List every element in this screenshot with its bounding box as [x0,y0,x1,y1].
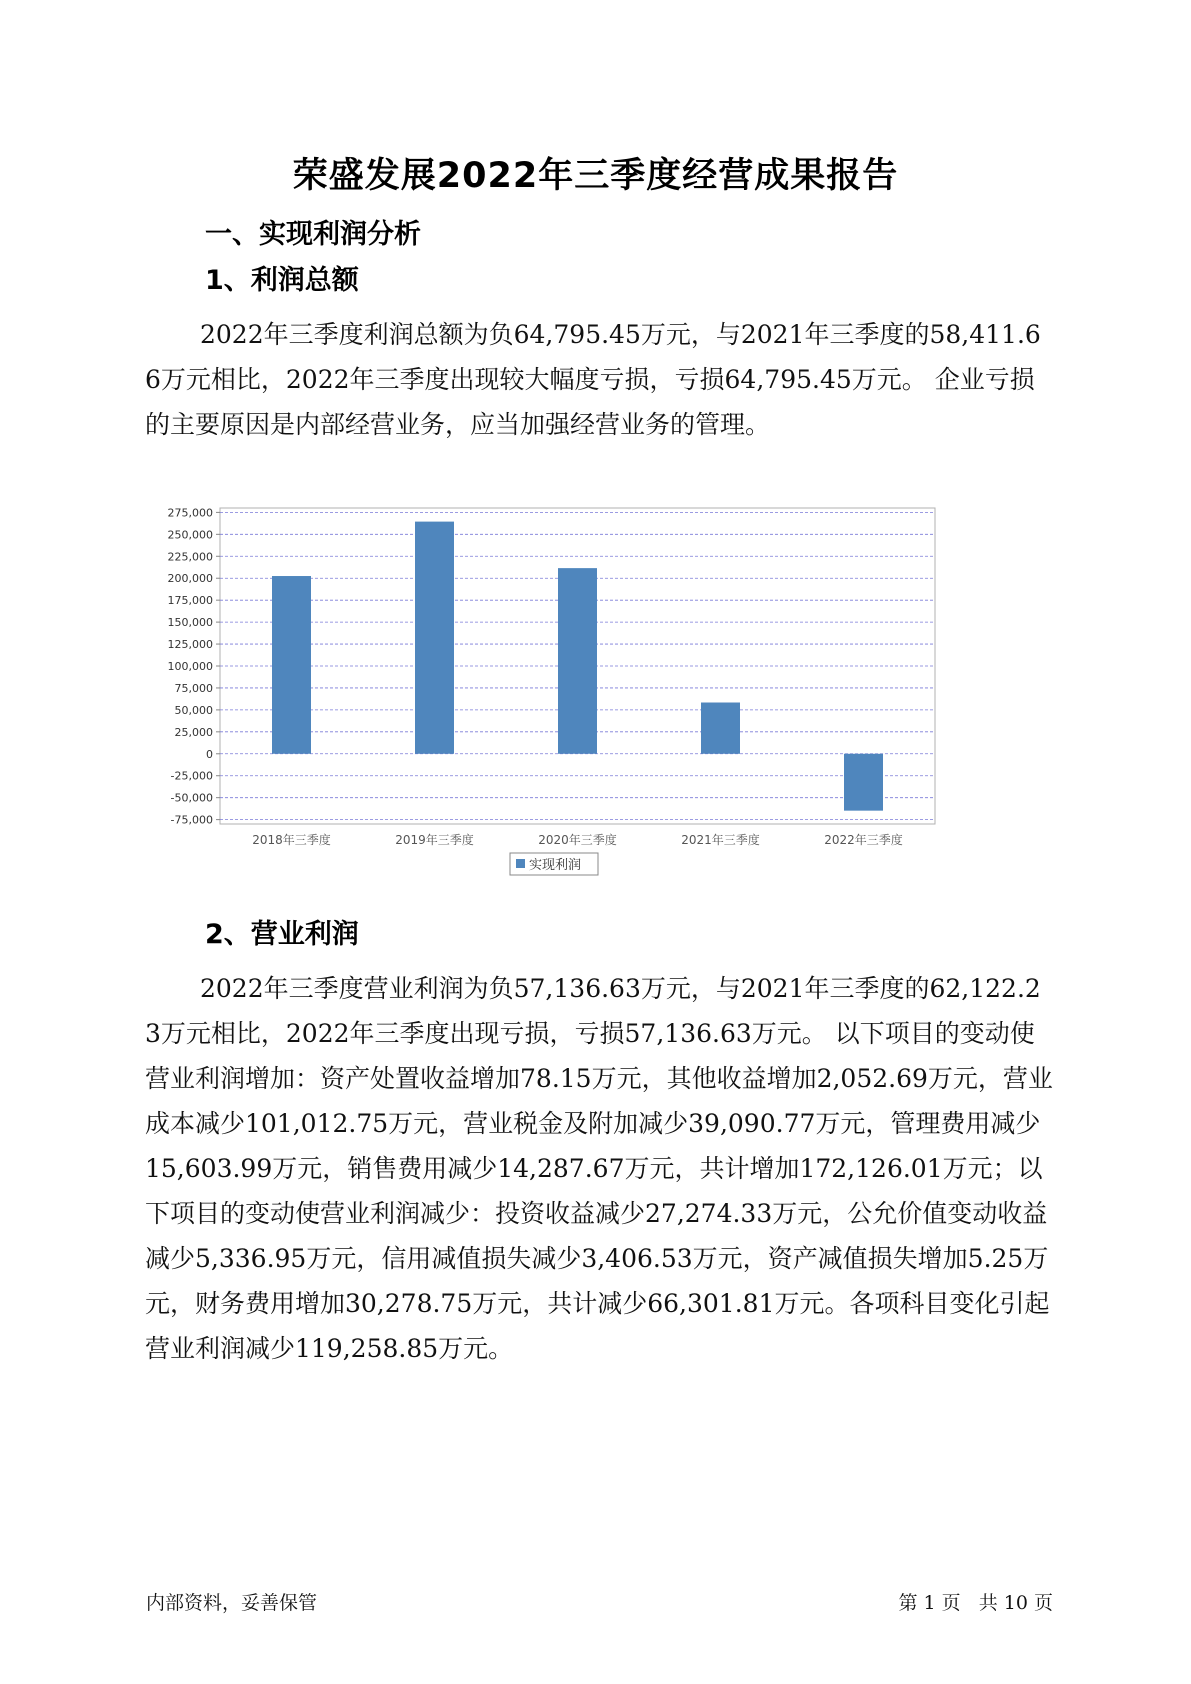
x-tick-label: 2018年三季度 [252,833,331,847]
footer-page-number: 第 1 页 共 10 页 [898,1592,1053,1614]
bar [558,568,597,754]
y-tick-label: 175,000 [167,594,213,608]
page-title: 荣盛发展2022年三季度经营成果报告 [292,156,899,196]
x-tick-label: 2019年三季度 [395,833,474,847]
profit-chart-svg [145,500,1045,960]
total-profit-paragraph: 2022年三季度利润总额为负64,795.45万元，与2021年三季度的58,411.66万元相比，2022年三季度出现较大幅度亏损，亏损64,795.45万元。 企业亏损的主要原因是内部经营业务，应当加强经营业务的管理。 [145,320,1041,439]
legend-swatch [516,859,525,868]
y-tick-label: 50,000 [174,703,213,717]
x-tick-label: 2021年三季度 [681,833,760,847]
subsection-heading-operating-profit: 2、营业利润 [205,919,359,950]
bar [701,703,740,754]
y-tick-label: 250,000 [167,528,213,542]
bar [415,522,454,754]
y-tick-label: 100,000 [167,660,213,673]
legend-label: 实现利润 [529,858,582,873]
y-tick-label: -25,000 [170,769,213,783]
x-tick-label: 2020年三季度 [538,833,617,847]
y-tick-label: 25,000 [174,725,213,739]
y-tick-label: 200,000 [167,572,213,586]
y-tick-label: 150,000 [167,616,213,630]
y-tick-label: 225,000 [167,550,213,564]
y-tick-label: 0 [206,747,213,761]
y-tick-label: -50,000 [170,791,213,805]
y-tick-label: -75,000 [170,813,213,827]
section-heading: 一、实现利润分析 [205,219,421,250]
y-tick-label: 275,000 [167,506,213,520]
operating-profit-paragraph: 2022年三季度营业利润为负57,136.63万元，与2021年三季度的62,122.23万元相比，2022年三季度出现亏损，亏损57,136.63万元。 以下项目的变动使营业利润增加：资产处置收益增加78.15万元，其他收益增加2,052.69万元，营业成本减少101,012.75万元，营业税金及附加减少39,090.77万元，管理费用减少15,603.99万元，销售费用减少14,287.67万元，共计增加172,126.01万元；以下项目的变动使营业利润减少：投资收益减少27,274.33万元，公允价值变动收益减少5,336.95万元，信用减值损失减少3,406.53万元，资产减值损失增加5.25万元，财务费用增加30,278.75万元，共计减少66,301.81万元。各项科目变化引起营业利润减少119,258.85万元。 [145,974,1053,1363]
y-tick-label: 75,000 [174,681,213,695]
y-tick-label: 125,000 [167,638,213,652]
x-tick-label: 2022年三季度 [824,833,903,847]
footer-confidential-note: 内部资料，妥善保管 [146,1592,318,1614]
bar [272,576,311,754]
subsection-heading-total-profit: 1、利润总额 [205,265,359,296]
profit-chart [145,500,1045,960]
bar [844,754,883,811]
